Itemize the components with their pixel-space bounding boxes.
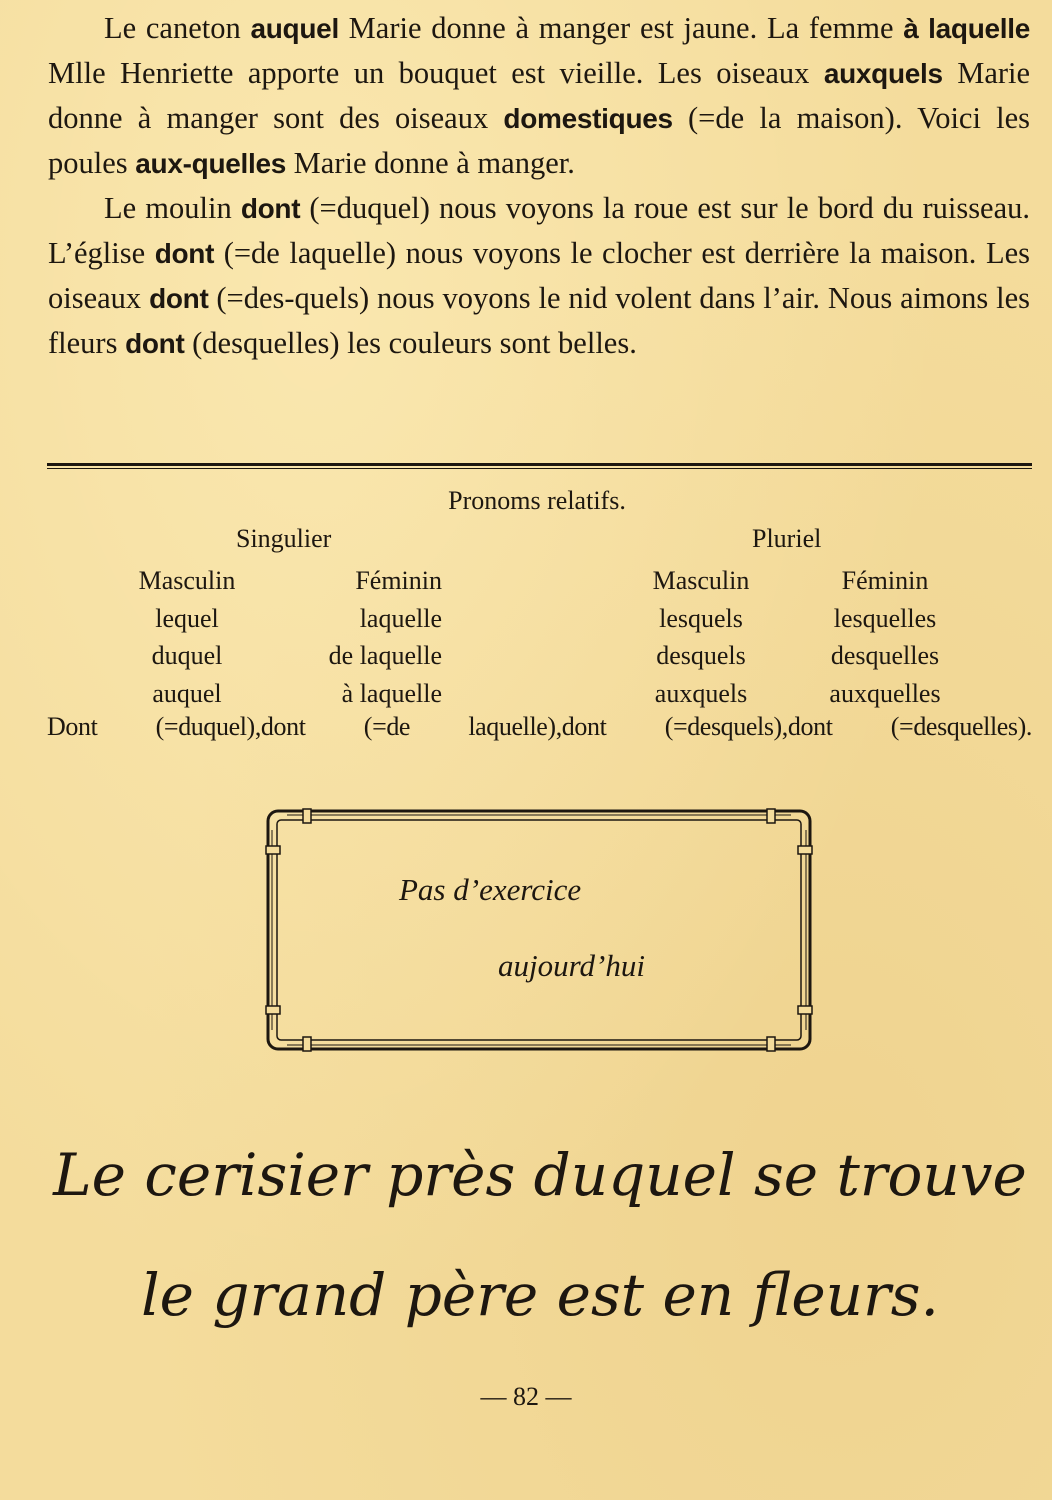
table-cell: à laquelle [341,678,442,708]
bold-term: dont [149,283,209,314]
column-singular-feminine [280,562,442,712]
table-cell: auxquels [654,678,748,708]
divider-thick [47,463,1032,466]
text-run: Le caneton [104,11,241,45]
script-line-2: le grand père est en fleurs. [141,1261,939,1329]
text-run: (=duquel) nous voyons la roue est sur le bord du ruisseau. L’église [48,191,1031,270]
table-cell: de laquelle [328,641,442,670]
column-plural-masculine [636,562,766,712]
column-singular-masculine [122,562,252,712]
table-cell: lequel [155,603,219,633]
text-run: Marie donne à manger sont des oiseaux [48,56,1031,135]
column-header: Masculin [138,566,236,595]
paragraph-relative-pronouns [48,6,1030,186]
column-header: Masculin [652,566,750,595]
script-line-1: Le cerisier près duquel se trouve [53,1141,1027,1209]
table-cell: auquel [152,678,222,708]
bold-term: dont [154,238,215,269]
text-run: (desquelles) les couleurs sont belles. [192,326,637,360]
text-run: Marie donne à manger est jaune. La femme [348,11,894,45]
divider-thin [47,468,1032,469]
column-plural-feminine [810,562,960,712]
bold-term: auxquels [823,58,943,89]
column-header: Féminin [355,566,442,595]
header-singular: Singulier [236,524,332,553]
bold-term: auquel [250,13,339,44]
header-plural: Pluriel [752,524,822,553]
table-cell: laquelle [359,603,442,633]
bold-term: dont [240,193,301,224]
paragraph-dont [48,186,1030,366]
notice-line-1: Pas d’exercice [399,872,582,907]
lesson-text [48,6,1030,366]
table-cell: desquels [656,641,746,670]
text-run: Mlle Henriette apporte un bouquet est vieille. Les oiseaux [48,56,810,90]
ornamental-frame [265,808,813,1052]
page-number: — 82 — [480,1382,572,1411]
bold-term: dont [125,328,185,359]
bold-term: domestiques [503,103,673,134]
table-cell: auxquelles [829,678,941,708]
table-cell: lesquels [659,603,743,633]
dont-equivalents: Dont (=duquel),dont (=de laquelle),dont (=desquels),dont (=desquelles). [47,712,1032,741]
text-run: (=des-quels) nous voyons le nid volent dans l’air. Nous aimons les fleurs [48,281,1030,360]
bold-term: aux-quelles [135,148,287,179]
text-run: Le moulin [104,191,232,225]
bold-term: à laquelle [903,13,1031,44]
text-run: Marie donne à manger. [293,146,575,180]
text-run: (=de la maison). Voici les poules [48,101,1031,180]
handwriting-exercise [0,1100,1052,1380]
text-run: (=de laquelle) nous voyons le clocher est derrière la maison. Les oiseaux [48,236,1031,315]
table-cell: lesquelles [833,603,937,633]
table-cell: desquelles [830,641,940,670]
table-cell: duquel [151,641,223,670]
table-title: Pronoms relatifs. [448,486,626,515]
column-header: Féminin [841,566,929,595]
notice-line-2: aujourd’hui [498,948,645,983]
